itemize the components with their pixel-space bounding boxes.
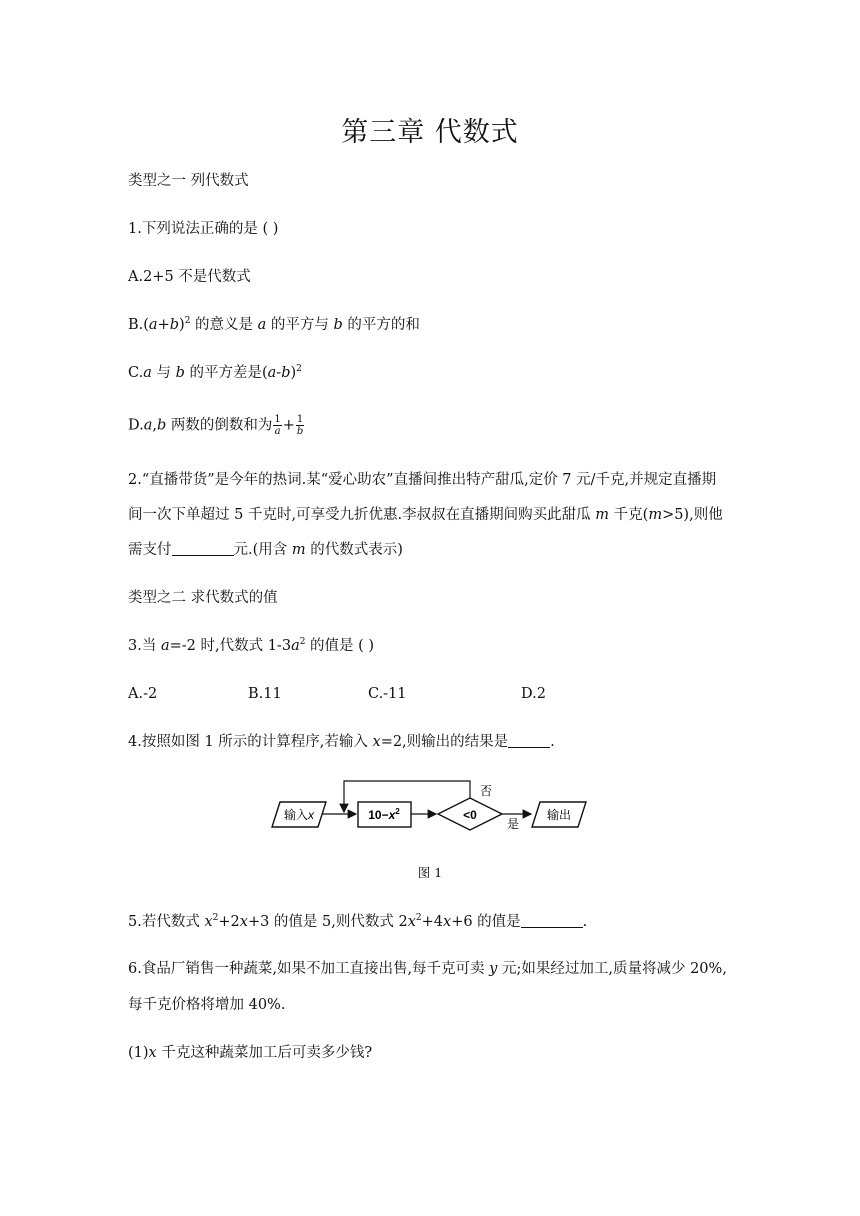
fraction-one-over-b: $\frac{1}{b}$	[296, 414, 304, 437]
question-1-stem: 1.下列说法正确的是 ( )	[128, 221, 279, 237]
section-heading-2: 类型之二 求代数式的值	[128, 590, 278, 606]
fraction-one-over-a: $\frac{1}{a}$	[274, 414, 281, 437]
flowchart-condition-label: <0	[463, 808, 477, 822]
question-3-option-d: D.2	[521, 686, 546, 702]
question-6-line-2: 每千克价格将增加 40%.	[128, 997, 286, 1013]
flowchart-compute-label: $10-x^2$	[368, 807, 400, 822]
question-4-stem: 4.按照如图 1 所示的计算程序,若输入 x=2,则输出的结果是 .	[128, 734, 555, 750]
question-3-option-a: A.-2	[128, 686, 158, 702]
flowchart-output-label: 输出	[546, 808, 572, 822]
flowchart-yes-label: 是	[507, 817, 520, 831]
question-1-option-c: C.a 与 b 的平方差是$(a-b)^2$	[128, 364, 302, 381]
flowchart	[268, 776, 598, 838]
answer-blank[interactable]	[172, 541, 234, 556]
question-2-line-2: 间一次下单超过 5 千克时,可享受九折优惠.李叔叔在直播期间购买此甜瓜 m 千克(m>5),则他	[128, 507, 723, 523]
flowchart-input-label: 输入x	[283, 808, 315, 822]
question-3-stem: 3.当 a=-2 时,代数式 $1-3a^2$ 的值是 ( )	[128, 637, 375, 654]
flowchart-no-label: 否	[480, 784, 493, 798]
section-heading-1: 类型之一 列代数式	[128, 173, 249, 189]
answer-blank[interactable]	[508, 733, 550, 748]
answer-blank[interactable]	[521, 913, 583, 928]
question-1-option-a: A.2+5 不是代数式	[128, 269, 251, 285]
question-2-line-1: 2.“直播带货”是今年的热词.某“爱心助农”直播间推出特产甜瓜,定价 7 元/千克,并规定直播期	[128, 472, 717, 488]
question-1-option-d: D.a,b 两数的倒数和为 $\frac{1}{a}$ + $\frac{1}{b}$	[128, 414, 304, 437]
question-6-line-1: 6.食品厂销售一种蔬菜,如果不加工直接出售,每千克可卖 y 元;如果经过加工,质量将减少 20%,	[128, 961, 727, 977]
question-3-option-b: B.11	[248, 686, 282, 702]
figure-caption: 图 1	[417, 865, 443, 880]
page-title: 第三章 代数式	[341, 117, 519, 148]
question-1-option-b: $B.(a+b)^2$ 的意义是 a 的平方与 b 的平方的和	[128, 316, 420, 333]
question-3-option-c: C.-11	[368, 686, 407, 702]
question-2-line-3: 需支付 元.(用含 m 的代数式表示)	[128, 542, 403, 558]
question-5-stem: 5.若代数式 $x^2+2x+3$ 的值是 5,则代数式 $2x^2+4x+6$ 的值是 .	[128, 913, 588, 930]
question-6-sub-1: (1)x 千克这种蔬菜加工后可卖多少钱?	[128, 1045, 373, 1061]
